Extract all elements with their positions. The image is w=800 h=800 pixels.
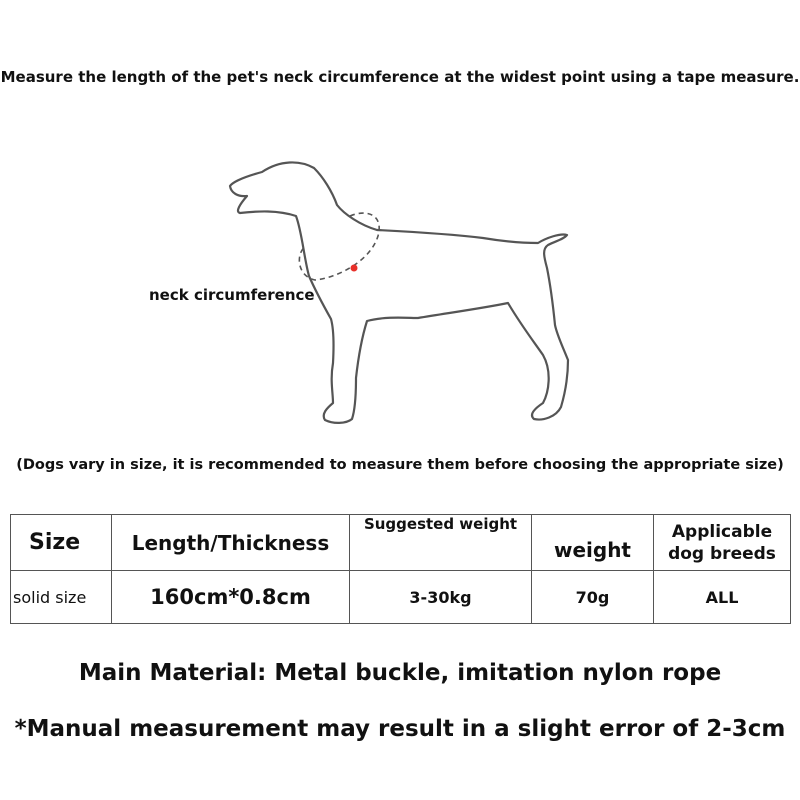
material-text: Main Material: Metal buckle, imitation nylon rope [78, 660, 722, 686]
cell-length-thickness: 160cm*0.8cm [112, 571, 350, 624]
neck-measure-loop [299, 213, 379, 280]
header-applicable-line1: Applicable [671, 521, 773, 542]
disclaimer-text: *Manual measurement may result in a slight error of 2-3cm [14, 716, 786, 742]
header-applicable-line2: dog breeds [668, 543, 776, 564]
cell-size: solid size [11, 571, 112, 624]
header-length-thickness: Length/Thickness [112, 515, 350, 571]
neck-circumference-label: neck circumference [149, 286, 315, 304]
size-table [10, 514, 791, 624]
instruction-text: Measure the length of the pet's neck circumference at the widest point using a tape measure. [0, 68, 800, 86]
measure-point-marker [351, 265, 358, 272]
size-note: (Dogs vary in size, it is recommended to measure them before choosing the appropriate size) [16, 457, 784, 473]
table-row [11, 571, 791, 624]
header-weight: weight [532, 515, 654, 571]
table-header-row [11, 515, 791, 571]
header-size: Size [11, 515, 112, 571]
cell-weight: 70g [532, 571, 654, 624]
header-applicable-breeds [654, 515, 791, 571]
cell-applicable: ALL [654, 571, 791, 624]
header-suggested-weight: Suggested weight [350, 515, 532, 571]
cell-suggested-weight: 3-30kg [350, 571, 532, 624]
